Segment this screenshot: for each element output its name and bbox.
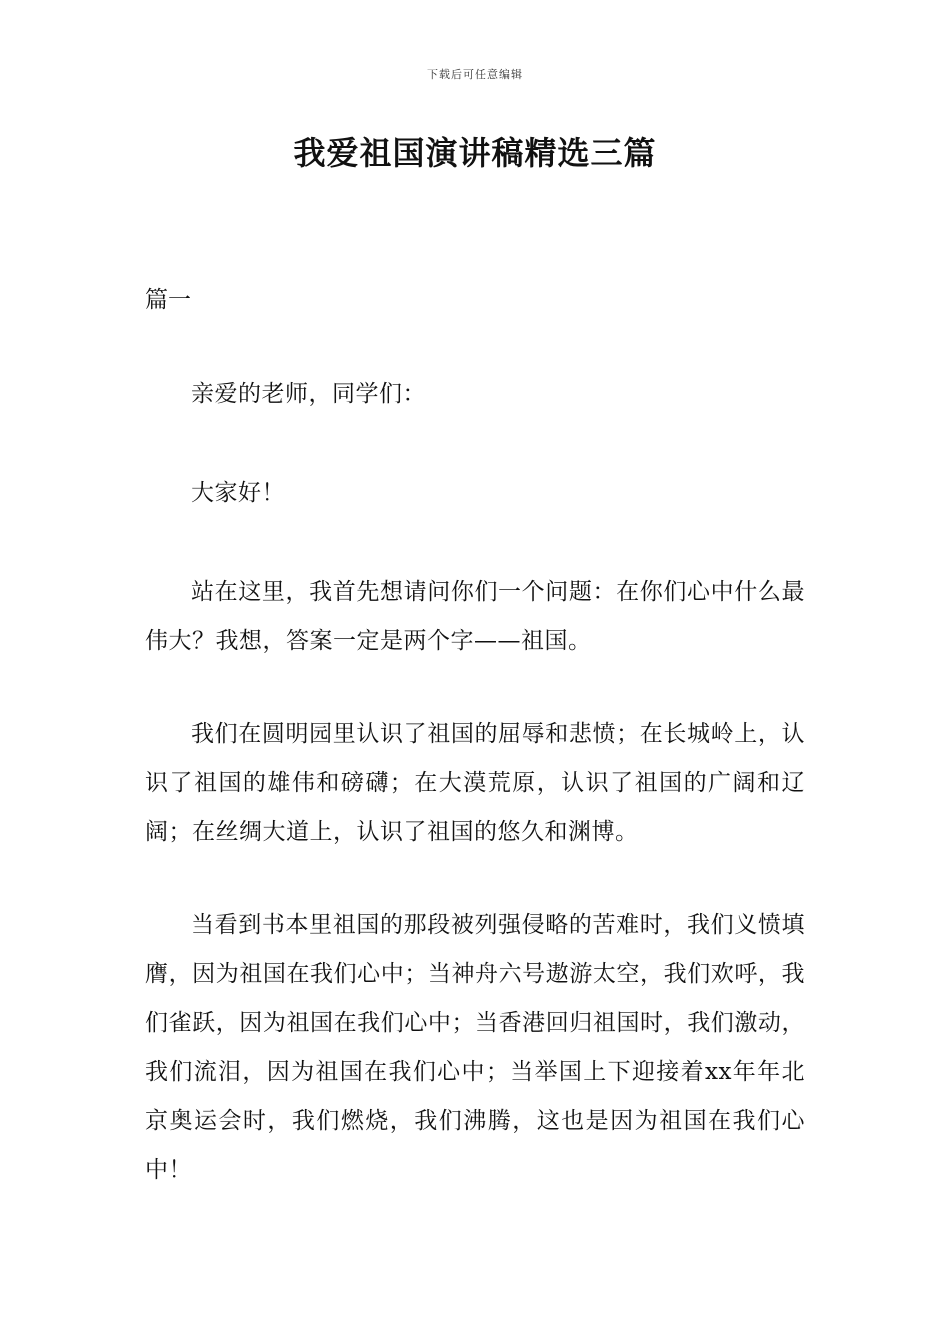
document-body (145, 280, 805, 1239)
paragraph-question: 站在这里，我首先想请问你们一个问题：在你们心中什么最伟大？我想，答案一定是两个字——祖国。 (145, 579, 805, 654)
paragraph-history: 我们在圆明园里认识了祖国的屈辱和悲愤；在长城岭上，认识了祖国的雄伟和磅礴；在大漠荒原，认识了祖国的广阔和辽阔；在丝绸大道上，认识了祖国的悠久和渊博。 (145, 721, 805, 845)
section-label: 篇一 (145, 287, 191, 313)
header-note: 下载后可任意编辑 (427, 68, 523, 81)
paragraph-greeting: 大家好！ (191, 480, 285, 506)
document-title: 我爱祖国演讲稿精选三篇 (293, 134, 657, 172)
paragraph-pride: 当看到书本里祖国的那段被列强侵略的苦难时，我们义愤填膺，因为祖国在我们心中；当神舟六号遨游太空，我们欢呼，我们雀跃，因为祖国在我们心中；当香港回归祖国时，我们激动，我们流泪，因为祖国在我们心中；当举国上下迎接着xx年年北京奥运会时，我们燃烧，我们沸腾，这也是因为祖国在我们心中！ (145, 912, 805, 1183)
paragraph-salutation: 亲爱的老师，同学们： (191, 381, 426, 407)
